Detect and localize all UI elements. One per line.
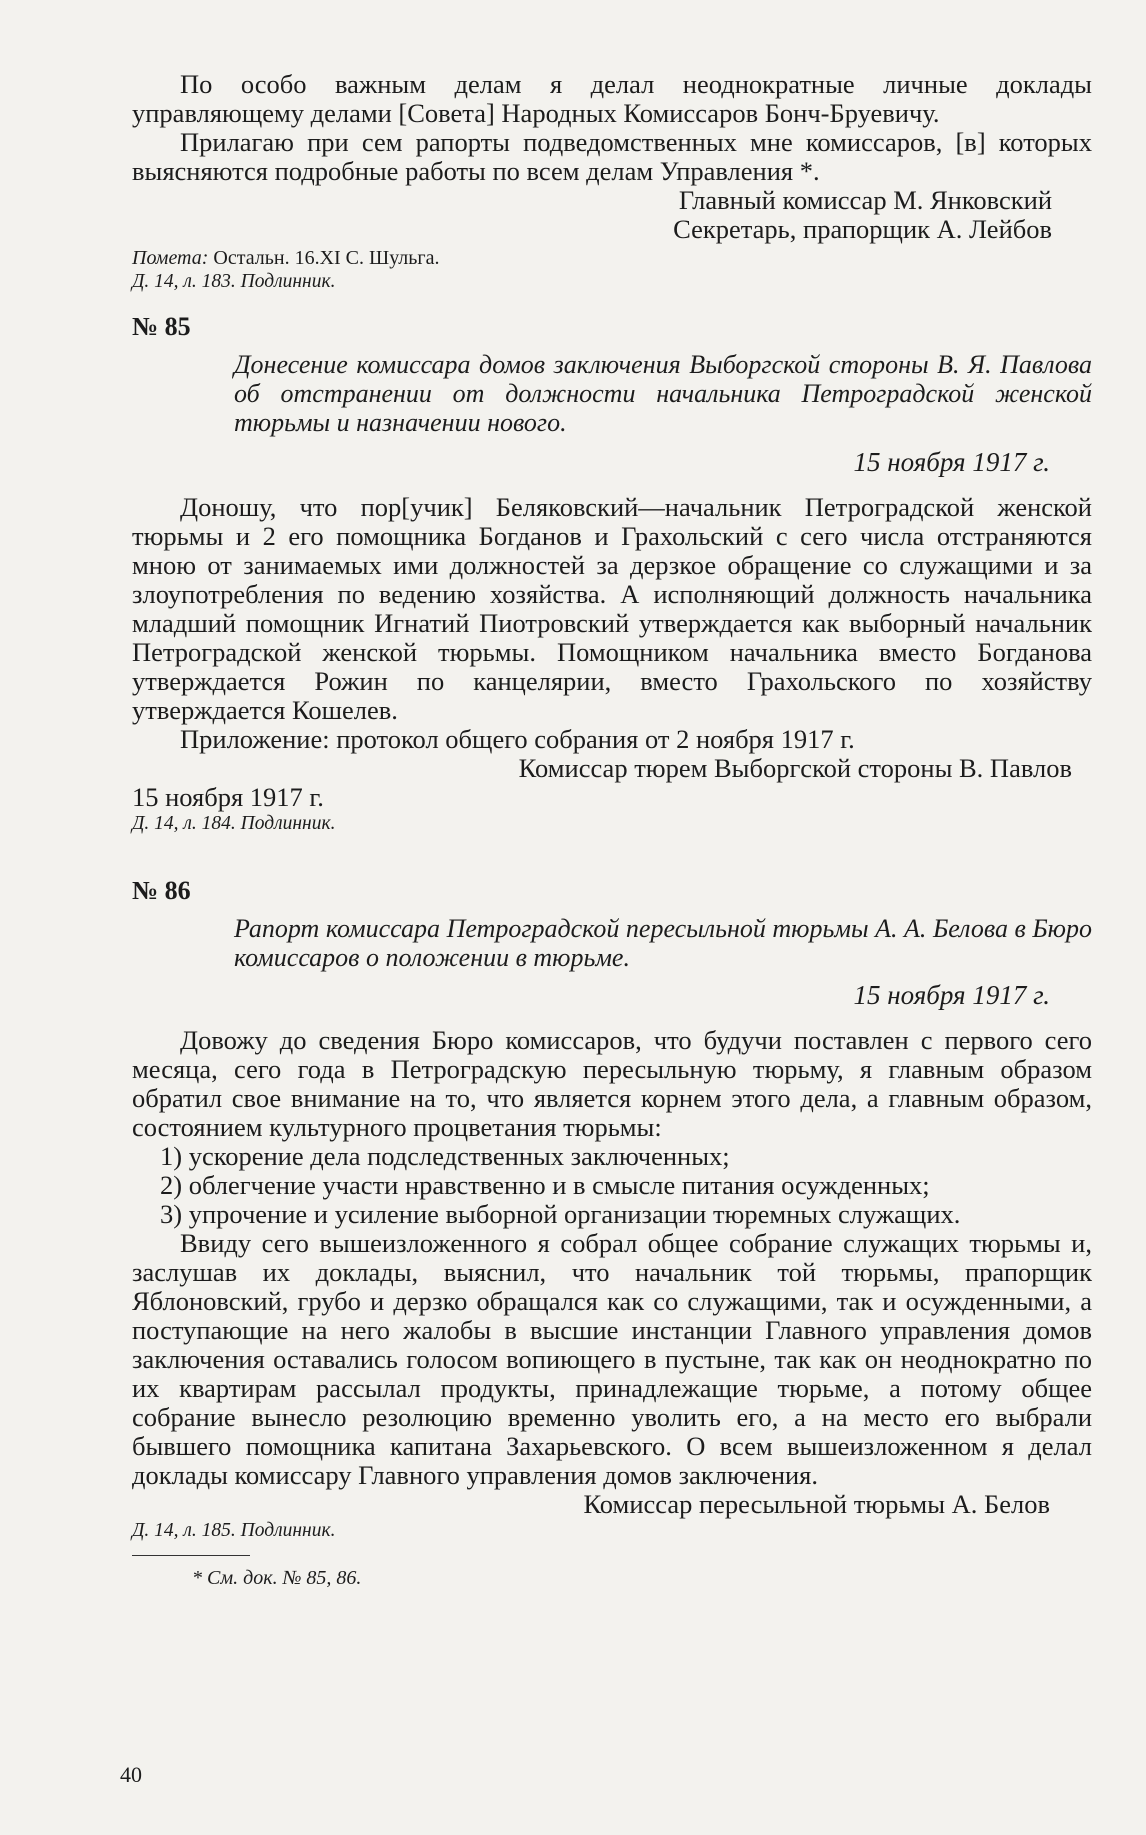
doc84-ending (132, 70, 1092, 294)
doc85-date: 15 ноября 1917 г. (853, 447, 1050, 477)
doc84-paragraph-2: Прилагаю при сем рапорты подведомственных мне комиссаров, [в] которых выясняются подробные работы по всем делам Управления *. (132, 127, 1092, 186)
doc84-signature-secretary: Секретарь, прапорщик А. Лейбов (673, 214, 1052, 244)
page-number: 40 (120, 1762, 142, 1787)
doc84-source: Д. 14, л. 183. Подлинник. (132, 271, 336, 292)
doc85-appendix: Приложение: протокол общего собрания от 2 ноября 1917 г. (180, 724, 855, 754)
doc86 (132, 876, 1092, 1590)
doc84-paragraph-1: По особо важным делам я делал неоднократные личные доклады управляющему делами [Совета] Народных Комиссаров Бонч-Бруевичу. (132, 69, 1092, 128)
doc84-mark-text: Остальн. 16.XI С. Шульга. (213, 247, 440, 269)
doc86-item-2: 2) облегчение участи нравственно и в смысле питания осужденных; (160, 1170, 930, 1200)
doc85-source: Д. 14, л. 184. Подлинник. (132, 813, 336, 834)
doc86-body: Ввиду сего вышеизложенного я собрал общее собрание служащих тюрьмы и, заслушав их доклады, выяснил, что начальник той тюрьмы, прапорщик Яблоновский, грубо и дерзко обращался как со служащими, так и осужденными, а поступающие на него жалобы в высшие инстанции Главного управления домов заключения оставались голосом вопиющего в пустыне, так как он неоднократно по их квартирам рассылал продукты, принадлежащие тюрьме, а потому общее собрание вынесло резолюцию временно уволить его, а на место его выбрали бывшего помощника капитана Захарьевского. О всем вышеизложенном я делал доклады комиссару Главного управления домов заключения. (132, 1228, 1092, 1490)
doc86-item-3: 3) упрочение и усиление выборной организации тюремных служащих. (160, 1199, 961, 1229)
doc85-number: № 85 (132, 312, 191, 341)
doc86-intro: Довожу до сведения Бюро комиссаров, что будучи поставлен с первого сего месяца, сего года в Петроградскую пересыльную тюрьму, я главным образом обратил свое внимание на то, что является корнем этого дела, а главным образом, состоянием культурного процветания тюрьмы: (132, 1025, 1092, 1142)
doc85-body: Доношу, что пор[учик] Беляковский—начальник Петроградской женской тюрьмы и 2 его помощника Богданов и Грахольский с сего числа отстраняются мною от занимаемых ими должностей за дерзкое обращение со служащими и за злоупотребления по ведению хозяйства. А исполняющий должность начальника младший помощник Игнатий Пиотровский утверждается как выборный начальник Петроградской женской тюрьмы. Помощником начальника вместо Богданова утверждается Рожин по канцелярии, вместо Грахольского по хозяйству утверждается Кошелев. (132, 492, 1092, 725)
doc84-mark (132, 246, 1092, 270)
doc85-signature-date: 15 ноября 1917 г. (132, 782, 324, 812)
doc86-source: Д. 14, л. 185. Подлинник. (132, 1520, 336, 1541)
doc86-number: № 86 (132, 876, 191, 905)
doc86-date: 15 ноября 1917 г. (853, 980, 1050, 1010)
doc85-title: Донесение комиссара домов заключения Выборгской стороны В. Я. Павлова об отстранении от должности начальника Петроградской женской тюрьмы и назначении нового. (234, 350, 1092, 437)
doc85-signature: Комиссар тюрем Выборгской стороны В. Павлов (518, 753, 1072, 783)
doc84-signature-chief: Главный комиссар М. Янковский (678, 185, 1052, 215)
doc84-mark-label: Помета: (132, 247, 209, 269)
doc86-signature: Комиссар пересыльной тюрьмы А. Белов (583, 1489, 1050, 1519)
doc85 (132, 312, 1092, 836)
doc86-item-1: 1) ускорение дела подследственных заключенных; (160, 1141, 730, 1171)
footnote-divider (132, 1555, 250, 1556)
doc86-title: Рапорт комиссара Петроградской пересыльной тюрьмы А. А. Белова в Бюро комиссаров о положении в тюрьме. (234, 914, 1092, 972)
footnote: * См. док. № 85, 86. (192, 1567, 362, 1589)
